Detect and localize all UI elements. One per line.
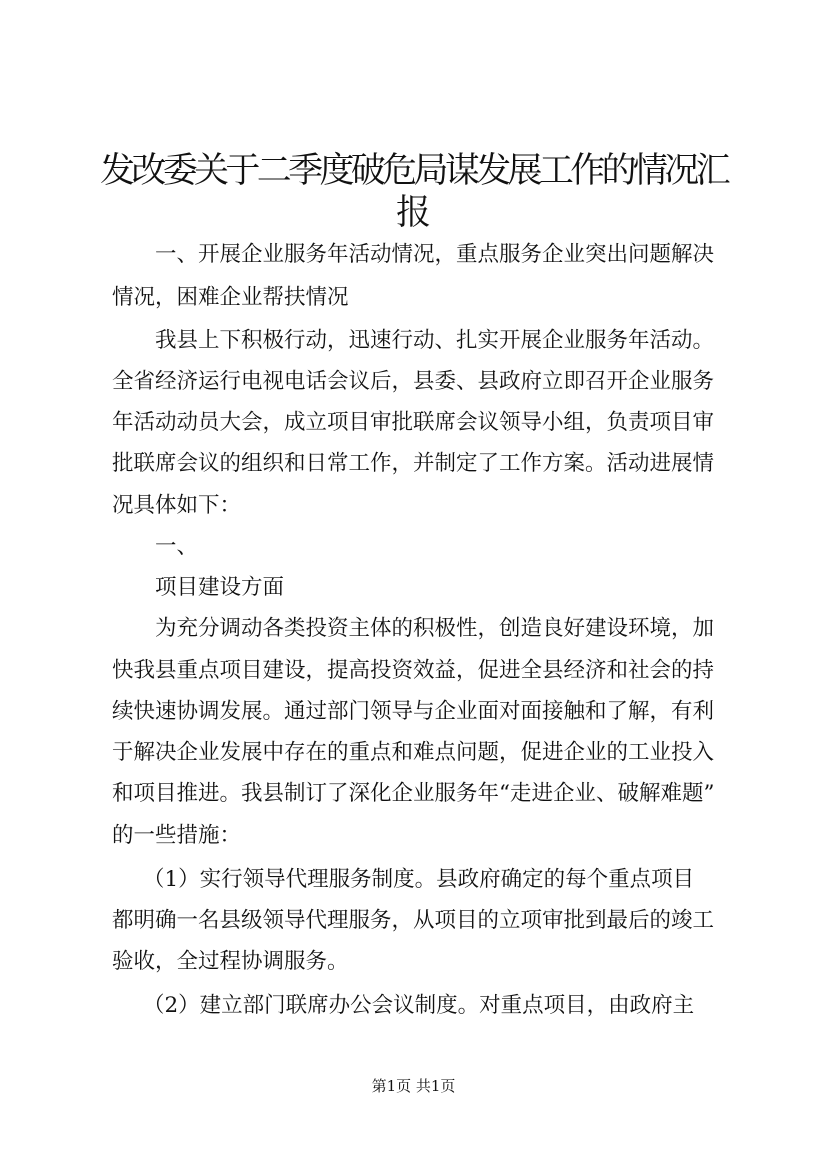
- document-title-line-1: 发改委关于二季度破危局谋发展工作的情况汇: [100, 151, 728, 191]
- body-line: （1）实行领导代理服务制度。县政府确定的每个重点项目: [143, 867, 695, 892]
- body-line: 验收，全过程协调服务。: [112, 949, 349, 974]
- body-line: 为充分调动各类投资主体的积极性，创造良好建设环境，加: [155, 616, 715, 641]
- body-line: 全省经济运行电视电话会议后，县委、县政府立即召开企业服务: [112, 369, 715, 394]
- body-line: 续快速协调发展。通过部门领导与企业面对面接触和了解，有利: [112, 699, 715, 724]
- body-line: 于解决企业发展中存在的重点和难点问题，促进企业的工业投入: [112, 740, 715, 765]
- page-footer: 第1页 共1页: [371, 1077, 456, 1095]
- body-line: 年活动动员大会，成立项目审批联席会议领导小组，负责项目审: [112, 410, 715, 435]
- body-line: 快我县重点项目建设，提高投资效益，促进全县经济和社会的持: [112, 658, 715, 683]
- body-line: 都明确一名县级领导代理服务，从项目的立项审批到最后的竣工: [112, 908, 715, 933]
- section-heading: 项目建设方面: [155, 575, 285, 600]
- body-line: （2）建立部门联席办公会议制度。对重点项目，由政府主: [143, 993, 695, 1018]
- body-line: 我县上下积极行动，迅速行动、扎实开展企业服务年活动。: [155, 328, 715, 353]
- section-number: 一、: [155, 534, 199, 559]
- body-line: 批联席会议的组织和日常工作，并制定了工作方案。活动进展情: [112, 451, 715, 476]
- body-line: 和项目推进。我县制订了深化企业服务年“走进企业、破解难题”: [112, 781, 715, 806]
- body-line: 的一些措施：: [112, 823, 242, 848]
- body-line: 一、开展企业服务年活动情况，重点服务企业突出问题解决: [155, 242, 715, 267]
- body-line: 情况，困难企业帮扶情况: [112, 285, 349, 310]
- document-title-line-2: 报: [395, 193, 431, 233]
- body-line: 况具体如下：: [112, 493, 242, 518]
